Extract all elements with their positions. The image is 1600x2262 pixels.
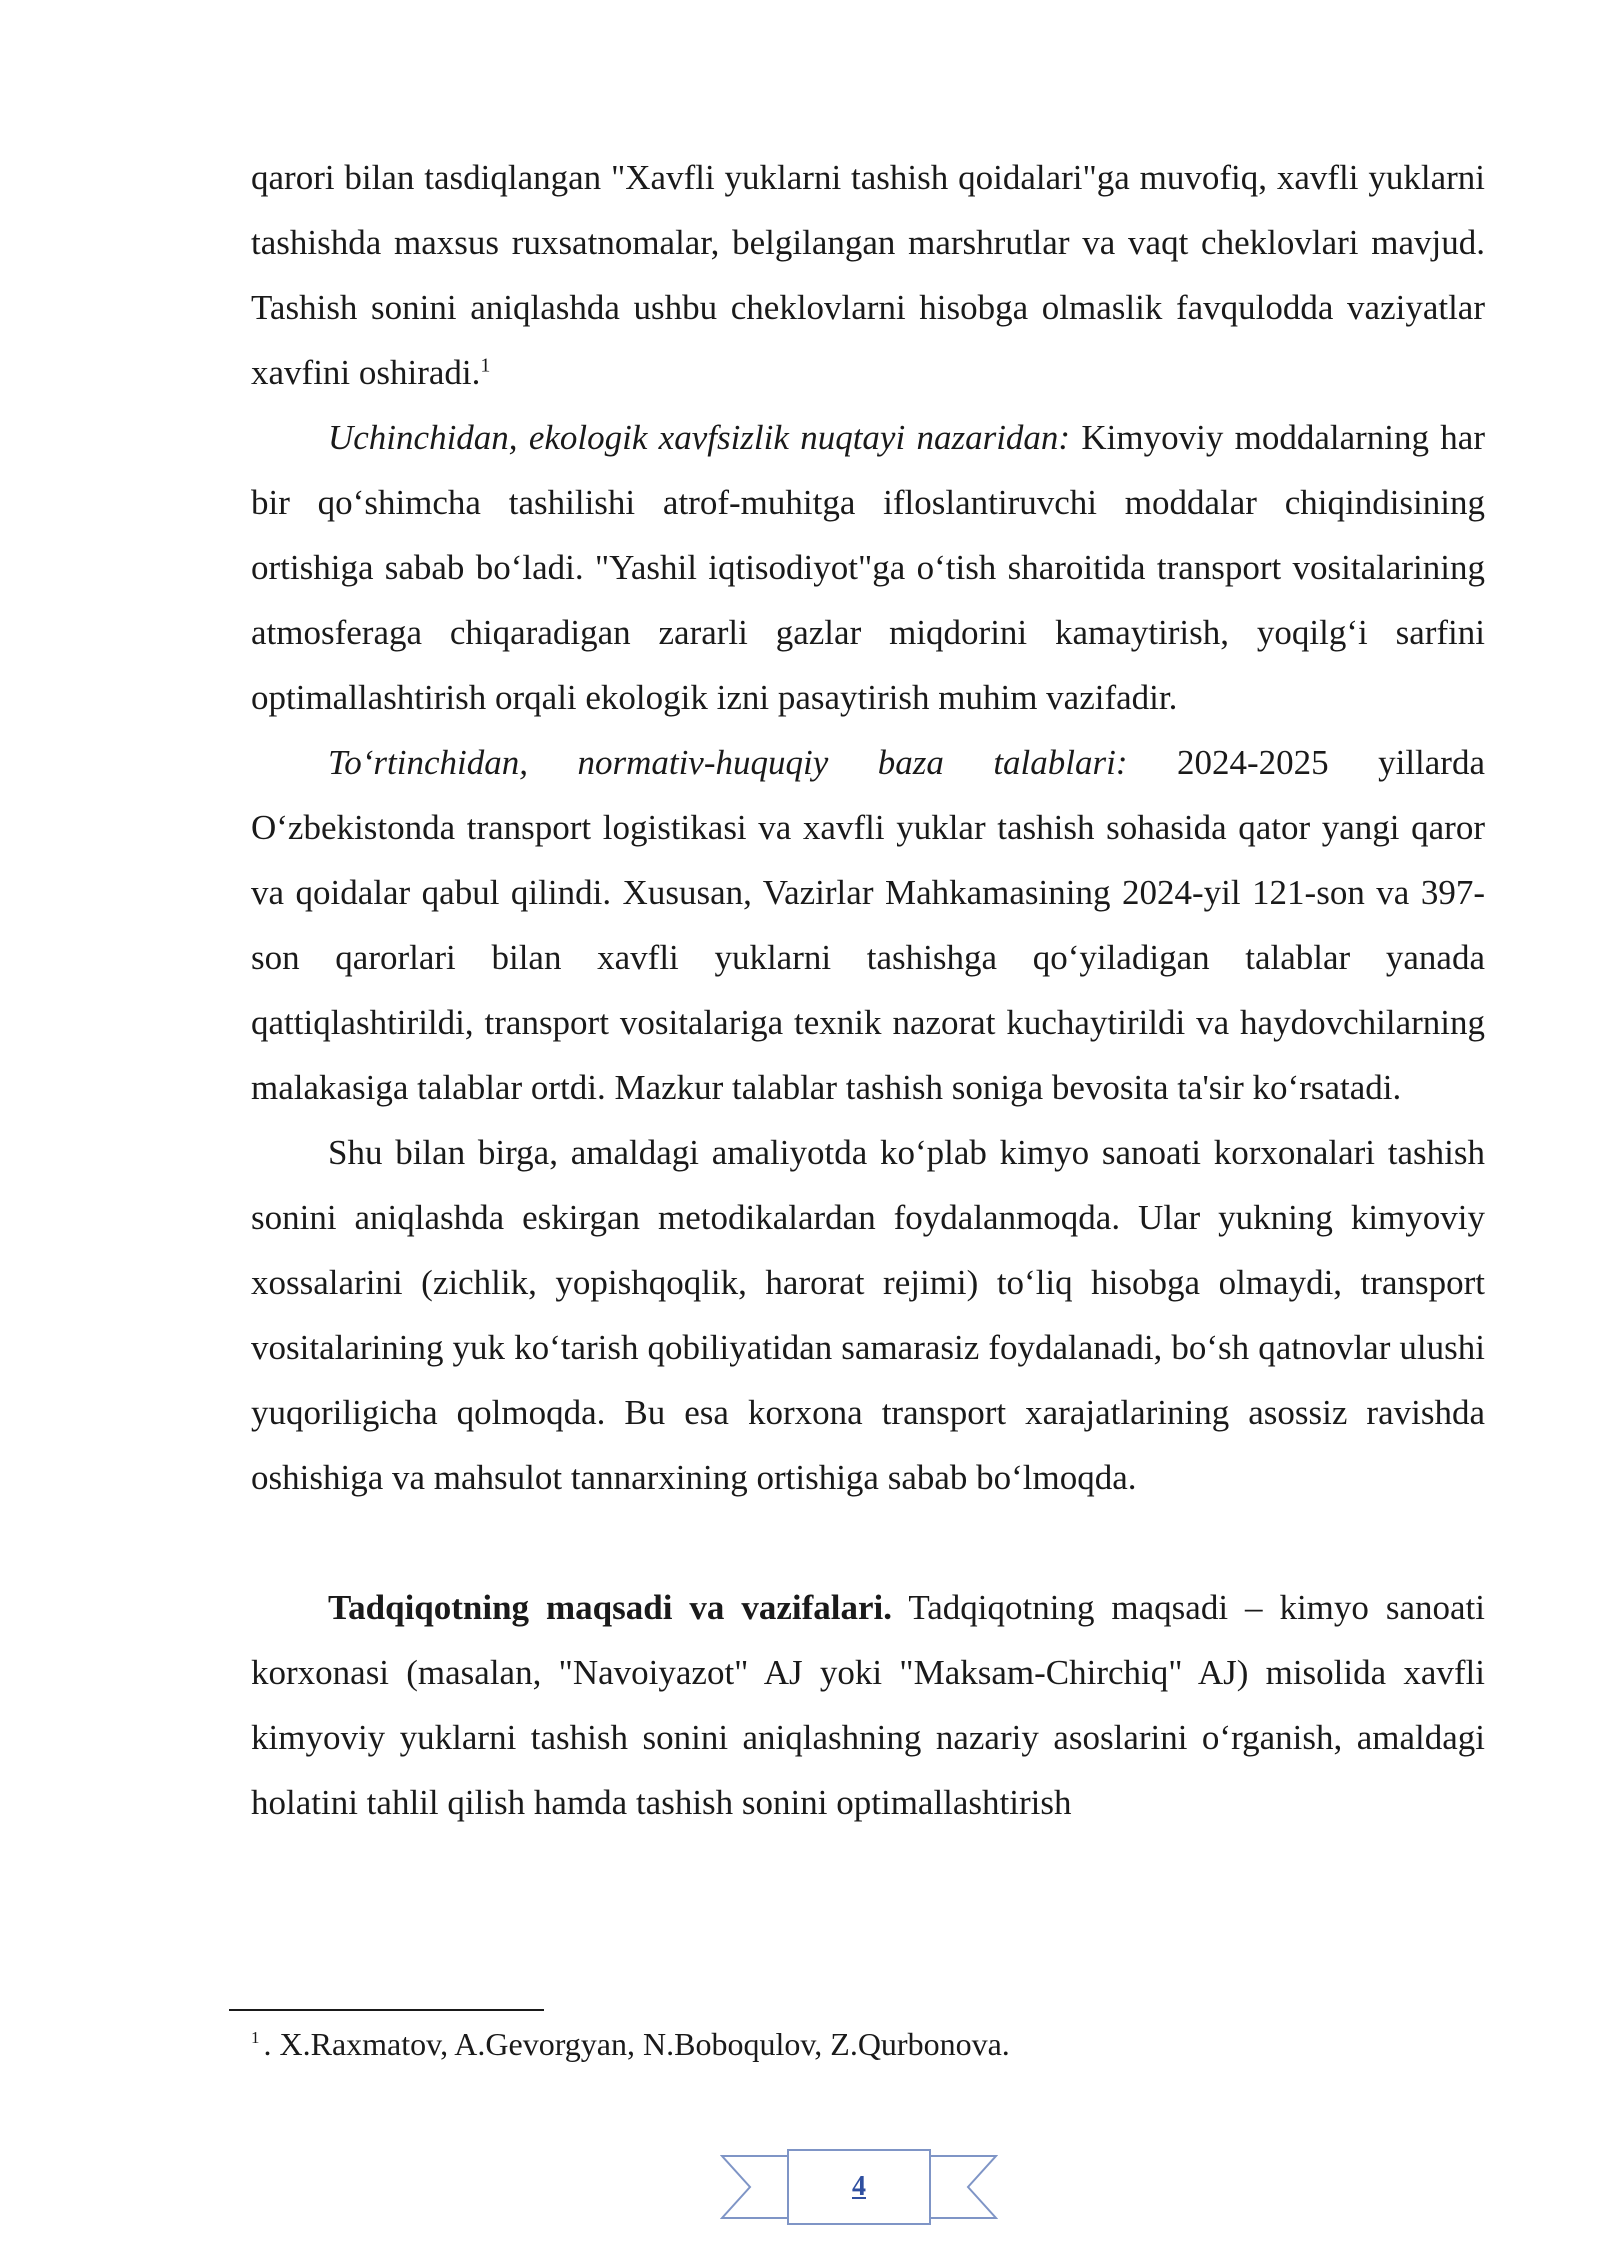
paragraph-continuation <box>251 145 1485 405</box>
paragraph-current-practice <box>251 1120 1485 1510</box>
paragraph-legal-basis <box>251 730 1485 1120</box>
page-number-ribbon <box>720 2148 998 2226</box>
footnote-reference: 1 <box>480 354 491 377</box>
footnote <box>251 2024 1010 2064</box>
footnote-mark: 1 <box>251 2028 260 2048</box>
footnote-text: . X.Raxmatov, A.Gevorgyan, N.Boboqulov, Z.Qurbonova. <box>263 2026 1010 2062</box>
paragraph-lead: To‘rtinchidan, normativ-huquqiy baza talablari: <box>328 743 1128 782</box>
footnote-separator <box>229 2009 544 2011</box>
page-body <box>251 145 1485 1835</box>
paragraph-text: 2024-2025 yillarda O‘zbekistonda transport logistikasi va xavfli yuklar tashish sohasida qator yangi qaror va qoidalar qabul qilindi. Xususan, Vazirlar Mahkamasining 2024-yil 121-son va 397-son qarorlari bilan xavfli yuklarni tashishga qo‘yiladigan talablar yanada qattiqlashtirildi, transport vositalariga texnik nazorat kuchaytirildi va haydovchilarning malakasiga talablar ortdi. Mazkur talablar tashish soniga bevosita ta'sir ko‘rsatadi. <box>251 743 1485 1107</box>
paragraph-text: Shu bilan birga, amaldagi amaliyotda ko‘plab kimyo sanoati korxonalari tashish sonini aniqlashda eskirgan metodikalardan foydalanmoqda. Ular yukning kimyoviy xossalarini (zichlik, yopishqoqlik, harorat rejimi) to‘liq hisobga olmaydi, transport vositalarining yuk ko‘tarish qobiliyatidan samarasiz foydalanadi, bo‘sh qatnovlar ulushi yuqoriligicha qolmoqda. Bu esa korxona transport xarajatlarining asossiz ravishda oshishiga va mahsulot tannarxining ortishiga sabab bo‘lmoqda. <box>251 1133 1485 1497</box>
paragraph-text: Tadqiqotning maqsadi – kimyo sanoati korxonasi (masalan, "Navoiyazot" AJ yoki "Maksam-Chirchiq" AJ) misolida xavfli kimyoviy yuklarni tashish sonini aniqlashning nazariy asoslarini o‘rganish, amaldagi holatini tahlil qilish hamda tashish sonini optimallashtirish <box>251 1588 1485 1822</box>
paragraph-lead: Uchinchidan, ekologik xavfsizlik nuqtayi nazaridan: <box>328 418 1071 457</box>
paragraph-text: qarori bilan tasdiqlangan "Xavfli yuklarni tashish qoidalari"ga muvofiq, xavfli yuklarni tashishda maxsus ruxsatnomalar, belgilangan marshrutlar va vaqt cheklovlari mavjud. Tashish sonini aniqlashda ushbu cheklovlarni hisobga olmaslik favqulodda vaziyatlar xavfini oshiradi. <box>251 158 1485 392</box>
page-number: 4 <box>852 2171 866 2202</box>
paragraph-spacer <box>251 1510 1485 1575</box>
paragraph-ecological-safety <box>251 405 1485 730</box>
paragraph-research-goal <box>251 1575 1485 1835</box>
paragraph-text: Kimyoviy moddalarning har bir qo‘shimcha tashilishi atrof-muhitga ifloslantiruvchi moddalar chiqindisining ortishiga sabab bo‘ladi. "Yashil iqtisodiyot"ga o‘tish sharoitida transport vositalarining atmosferaga chiqaradigan zararli gazlar miqdorini kamaytirish, yoqilg‘i sarfini optimallashtirish orqali ekologik izni pasaytirish muhim vazifadir. <box>251 418 1485 717</box>
section-heading: Tadqiqotning maqsadi va vazifalari. <box>328 1588 892 1627</box>
